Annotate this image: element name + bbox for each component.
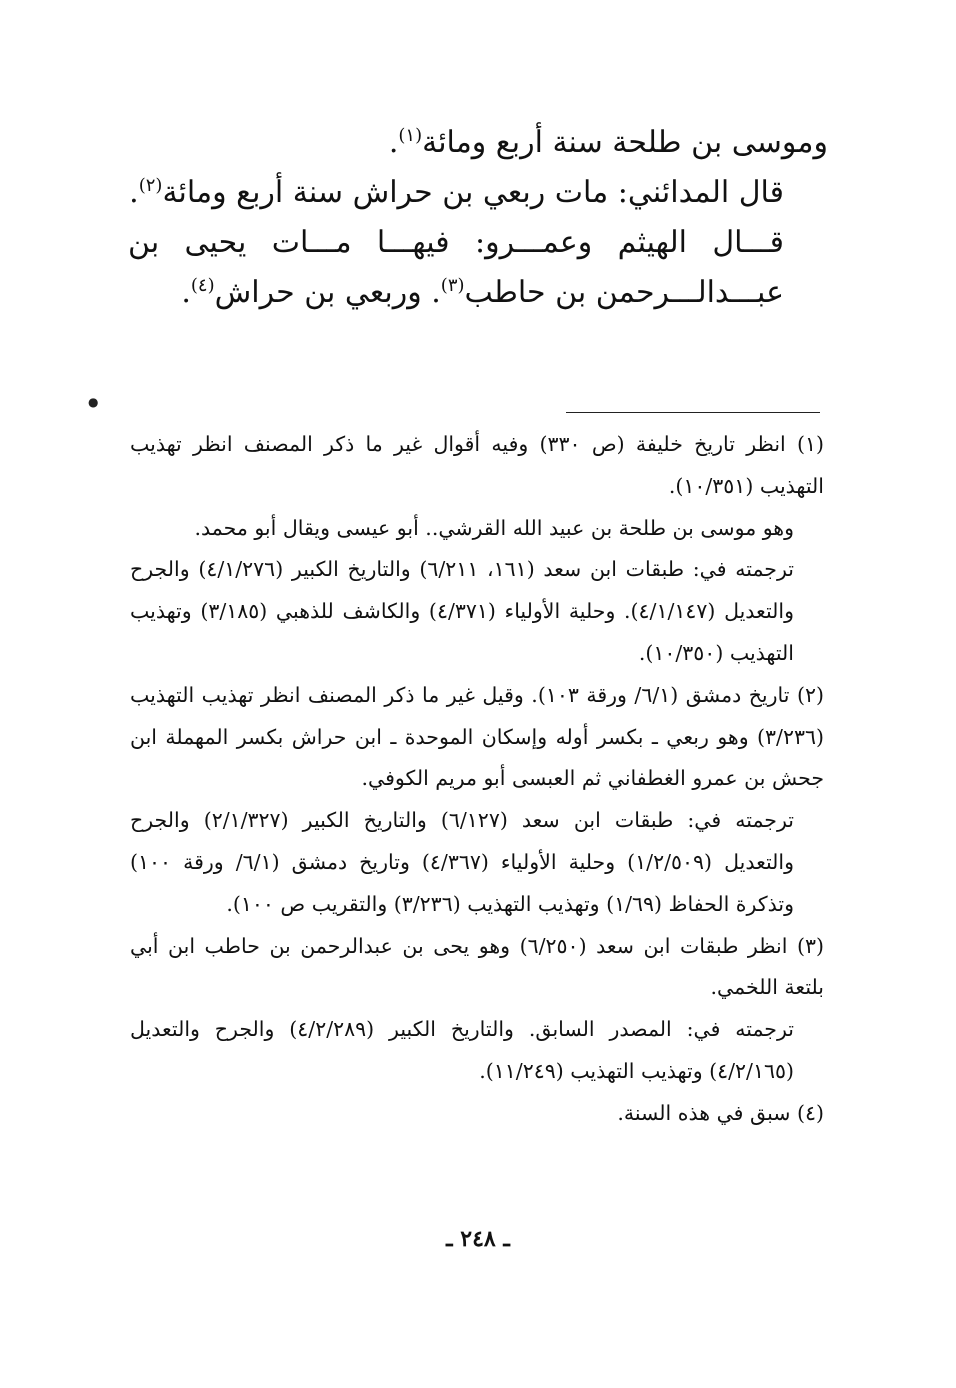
footnote-2-para-1: ترجمته في: طبقات ابن سعد (٦/١٢٧) والتاريخ الكبير (٢/١/٣٢٧) والجرح والتعديل (١/٢/٥٠٩) وحلية الأولياء (٤/٣٦٧) وتاريخ دمشق (٦/١/ ورقة ١٠٠) وتذكرة الحفاظ (١/٦٩) وتهذيب التهذيب (٣/٢٣٦) والتقريب ص ١٠٠). <box>130 808 795 916</box>
main-line-1 <box>128 118 828 168</box>
footnote-3 <box>130 926 824 1093</box>
footnotes <box>130 424 824 1135</box>
main-line-1-end: . <box>388 125 399 160</box>
footnote-2 <box>130 675 824 926</box>
footnote-2-lead: (٢) تاريخ دمشق (٦/١/ ورقة ١٠٣). وقيل غير ما ذكر المصنف انظر تهذيب التهذيب (٣/٢٣٦) وهو ربعي ـ بكسر أوله وإسكان الموحدة ـ ابن حراش بكسر المهملة ابن جحش بن عمرو الغطفاني ثم العبسى أبو مريم الكوفي. <box>130 682 824 791</box>
main-line-2-text: قال المدائني: مات ربعي بن حراش سنة أربع ومائة <box>162 175 784 210</box>
main-line-1-text: وموسى بن طلحة سنة أربع ومائة <box>422 125 828 160</box>
footnote-separator <box>566 412 820 413</box>
main-line-3 <box>128 218 828 318</box>
main-line-3-mid: . وربعي بن حراش <box>214 275 441 310</box>
main-text <box>128 118 828 318</box>
footnote-3-para-1: ترجمته في: المصدر السابق. والتاريخ الكبير (٤/٢/٢٨٩) والجرح والتعديل (٤/٢/١٦٥) وتهذيب التهذيب (١١/٢٤٩). <box>130 1017 794 1083</box>
footnote-1 <box>130 424 824 675</box>
print-speck: ● <box>88 395 99 409</box>
footnote-3-lead: (٣) انظر طبقات ابن سعد (٦/٢٥٠) وهو يحى بن عبدالرحمن بن حاطب ابن أبي بلتعة اللخمي. <box>130 933 825 1000</box>
main-line-2 <box>128 168 828 218</box>
footnote-ref-3: (٣) <box>440 275 465 296</box>
main-line-3-end: . <box>181 275 191 310</box>
page-number: ـ ٢٤٨ ـ <box>446 1226 510 1252</box>
footnote-ref-2: (٢) <box>138 175 163 196</box>
main-line-3-text: قـــال الهيثم وعمـــرو: فيهـــا مـــات يحيى بن عبـــدالـــرحمن بن حاطب <box>128 225 784 310</box>
footnote-1-para-2: ترجمته في: طبقات ابن سعد (١٦١، ٦/٢١١) والتاريخ الكبير (٤/١/٢٧٦) والجرح والتعديل (٤/١/١٤٧). وحلية الأولياء (٤/٣٧١) والكاشف للذهبي (٣/١٨٥) وتهذيب التهذيب (١٠/٣٥٠). <box>130 557 794 665</box>
footnote-1-para-1: وهو موسى بن طلحة بن عبيد الله القرشي.. أبو عيسى ويقال أبو محمد. <box>194 515 794 540</box>
footnote-ref-4: (٤) <box>190 275 215 296</box>
main-line-2-end: . <box>129 175 139 210</box>
footnote-4 <box>130 1093 824 1135</box>
footnote-1-lead: (١) انظر تاريخ خليفة (ص ٣٣٠) وفيه أقوال غير ما ذكر المصنف انظر تهذيب التهذيب (١٠/٣٥١). <box>130 432 824 498</box>
footnote-4-lead: (٤) سبق في هذه السنة. <box>617 1100 824 1125</box>
footnote-ref-1: (١) <box>398 125 423 146</box>
